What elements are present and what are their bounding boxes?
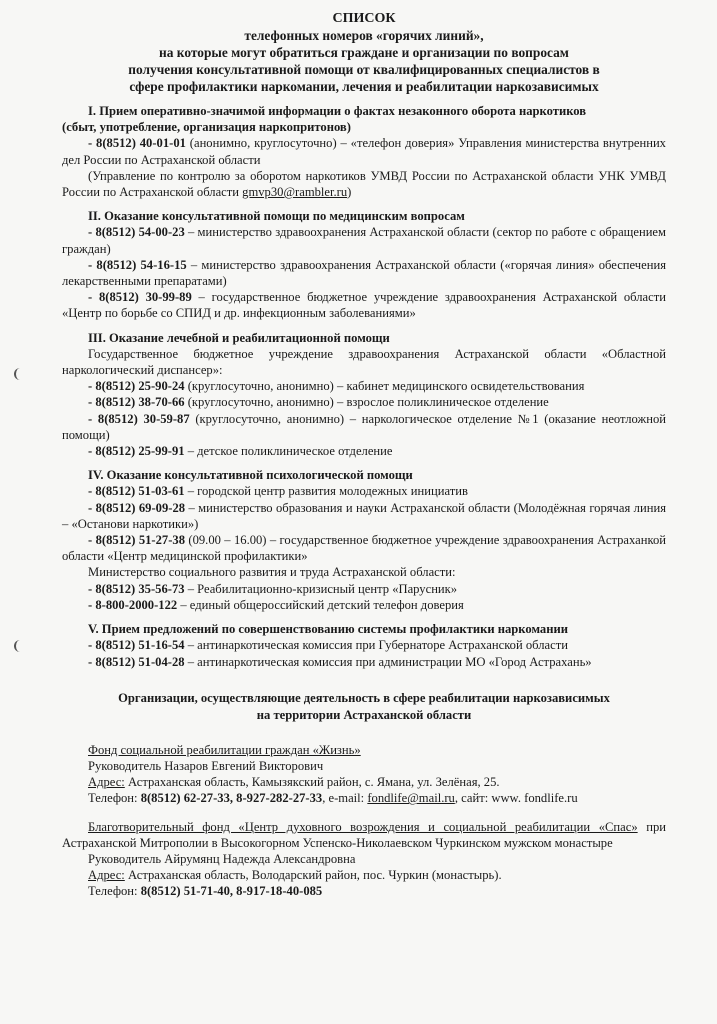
section-heading-cont: (сбыт, употребление, организация наркопритонов) xyxy=(62,120,351,135)
organizations-title-line: на территории Астраханской области xyxy=(256,707,472,722)
phone-number: - 8(8512) 69-09-28 xyxy=(88,500,186,515)
phone-entry: - 8(8512) 51-16-54 – антинаркотическая комиссия при Губернаторе Астраханской области xyxy=(88,638,568,653)
section-5 xyxy=(62,621,666,670)
phone-entry: - 8(8512) 30-99-89 – государственное бюджетное учреждение здравоохранения Астраханской области «Центр по борьбе со СПИД и др. инфекционным заболеваниями» xyxy=(62,290,666,321)
title-line: СПИСОК xyxy=(332,11,396,26)
phone-number: - 8(8512) 30-59-87 xyxy=(88,411,190,426)
section-4 xyxy=(62,467,666,613)
punch-hole-mark xyxy=(14,368,26,380)
phone-number: - 8(8512) 51-04-28 xyxy=(88,654,185,669)
title-line: получения консультативной помощи от квалифицированных специалистов в xyxy=(128,62,600,77)
phone-entry: - 8(8512) 40-01-01 (анонимно, круглосуточно) – «телефон доверия» Управления министерства внутренних дел России по Астраханской области xyxy=(62,136,666,167)
section-1 xyxy=(62,103,666,200)
organization-name: Благотворительный фонд «Центр духовного возрождения и социальной реабилитации «Спас» xyxy=(88,819,638,834)
phone-number: - 8(8512) 51-27-38 xyxy=(88,533,185,548)
email-link[interactable]: gmvp30@rambler.ru xyxy=(242,185,348,200)
section-3 xyxy=(62,330,666,460)
organization-contacts: Телефон: 8(8512) 51-71-40, 8-917-18-40-085 xyxy=(88,884,323,899)
document-page xyxy=(62,10,666,900)
phone-entry: - 8(8512) 51-27-38 (09.00 – 16.00) – государственное бюджетное учреждение здравоохранения Астраханкой области «Центр медицинской профилактики» xyxy=(62,533,666,564)
organization-head: Руководитель Айрумянц Надежда Александровна xyxy=(88,851,356,866)
phone-entry: - 8(8512) 69-09-28 – министерство образования и науки Астраханской области (Молодёжная горячая линия – «Останови наркотики») xyxy=(62,500,666,531)
phone-number: - 8(8512) 25-99-91 xyxy=(88,444,185,459)
phone-number: - 8(8512) 51-03-61 xyxy=(88,484,185,499)
phone-entry: - 8(8512) 25-99-91 – детское поликлиническое отделение xyxy=(88,444,393,459)
phone-number: - 8(8512) 38-70-66 xyxy=(88,395,185,410)
organization-name: Фонд социальной реабилитации граждан «Жизнь» xyxy=(88,742,361,757)
phone-entry: - 8(8512) 54-16-15 – министерство здравоохранения Астраханской области («горячая линия» обеспечения лекарственными препаратами) xyxy=(62,257,666,289)
phone-number: - 8(8512) 40-01-01 xyxy=(88,136,186,151)
organization-address: Адрес: Астраханская область, Володарский район, пос. Чуркин (монастырь). xyxy=(88,868,502,883)
phone-number: - 8(8512) 25-90-24 xyxy=(88,379,185,394)
organization-address: Адрес: Астраханская область, Камызякский район, с. Ямана, ул. Зелёная, 25. xyxy=(88,775,500,790)
organizations-title-line: Организации, осуществляющие деятельность в сфере реабилитации наркозависимых xyxy=(118,690,610,705)
title-line: телефонных номеров «горячих линий», xyxy=(244,28,484,43)
organization-2: Благотворительный фонд «Центр духовного возрождения и социальной реабилитации «Спас» при Астраханской Митрополии в Высокогорном Успенско-Николаевском Чуркинском мужском монастыре Руководитель Айрумянц Надежда Александровна Адрес: Астраханская область, Володарский район, пос. Чуркин (монастырь). Телефон: 8(8512) 51-71-40, 8-917-18-40-085 xyxy=(62,819,666,899)
phone-entry: - 8(8512) 54-00-23 – министерство здравоохранения Астраханской области (сектор по работе с обращением граждан) xyxy=(62,225,666,256)
section-heading: V. Прием предложений по совершенствованию системы профилактики наркомании xyxy=(88,622,568,637)
phone-entry: - 8(8512) 30-59-87 (круглосуточно, анонимно) – наркологическое отделение №1 (оказание неотложной помощи) xyxy=(62,411,666,442)
phone-entry: - 8(8512) 51-04-28 – антинаркотическая комиссия при администрации МО «Город Астрахань» xyxy=(88,654,592,669)
phone-number: - 8(8512) 51-16-54 xyxy=(88,638,185,653)
ministry-label: Министерство социального развития и труда Астраханской области: xyxy=(88,565,456,580)
note: (Управление по контролю за оборотом наркотиков УМВД России по Астраханской области УНК УМВД России по Астраханской области gmvp30@rambler.ru) xyxy=(62,168,666,200)
phone-entry: - 8(8512) 51-03-61 – городской центр развития молодежных инициатив xyxy=(88,484,468,499)
organization-1 xyxy=(62,742,666,807)
section-heading: III. Оказание лечебной и реабилитационной помощи xyxy=(88,330,390,345)
organizations-title xyxy=(62,690,666,724)
document-title xyxy=(62,10,666,95)
email-link[interactable]: fondlife@mail.ru xyxy=(367,791,455,806)
phone-number: - 8(8512) 54-00-23 xyxy=(88,225,185,240)
phone-number: 8(8512) 62-27-33, 8-927-282-27-33 xyxy=(140,791,323,806)
title-line: на которые могут обратиться граждане и организации по вопросам xyxy=(159,45,569,60)
section-intro: Государственное бюджетное учреждение здравоохранения Астраханской области «Областной наркологический диспансер»: xyxy=(62,346,666,378)
section-heading: I. Прием оперативно-значимой информации о фактах незаконного оборота наркотиков xyxy=(88,104,587,118)
phone-entry: - 8(8512) 25-90-24 (круглосуточно, анонимно) – кабинет медицинского освидетельствования xyxy=(88,379,585,394)
phone-entry: - 8(8512) 38-70-66 (круглосуточно, анонимно) – взрослое поликлиническое отделение xyxy=(88,395,549,410)
phone-number: - 8(8512) 54-16-15 xyxy=(88,257,187,272)
phone-number: - 8-800-2000-122 xyxy=(88,597,178,612)
section-heading: II. Оказание консультативной помощи по медицинским вопросам xyxy=(88,209,465,224)
title-line: сфере профилактики наркомании, лечения и реабилитации наркозависимых xyxy=(129,79,599,94)
phone-number: - 8(8512) 30-99-89 xyxy=(88,290,192,305)
section-2 xyxy=(62,208,666,321)
organization-contacts: Телефон: 8(8512) 62-27-33, 8-927-282-27-33, e-mail: fondlife@mail.ru, сайт: www. fondlife.ru xyxy=(88,791,578,806)
organization-head: Руководитель Назаров Евгений Викторович xyxy=(88,758,324,773)
phone-number: - 8(8512) 35-56-73 xyxy=(88,581,185,596)
phone-entry: - 8-800-2000-122 – единый общероссийский детский телефон доверия xyxy=(88,597,464,612)
punch-hole-mark xyxy=(14,640,26,652)
phone-number: 8(8512) 51-71-40, 8-917-18-40-085 xyxy=(140,884,323,899)
phone-entry: - 8(8512) 35-56-73 – Реабилитационно-кризисный центр «Парусник» xyxy=(88,581,458,596)
section-heading: IV. Оказание консультативной психологической помощи xyxy=(88,468,413,483)
